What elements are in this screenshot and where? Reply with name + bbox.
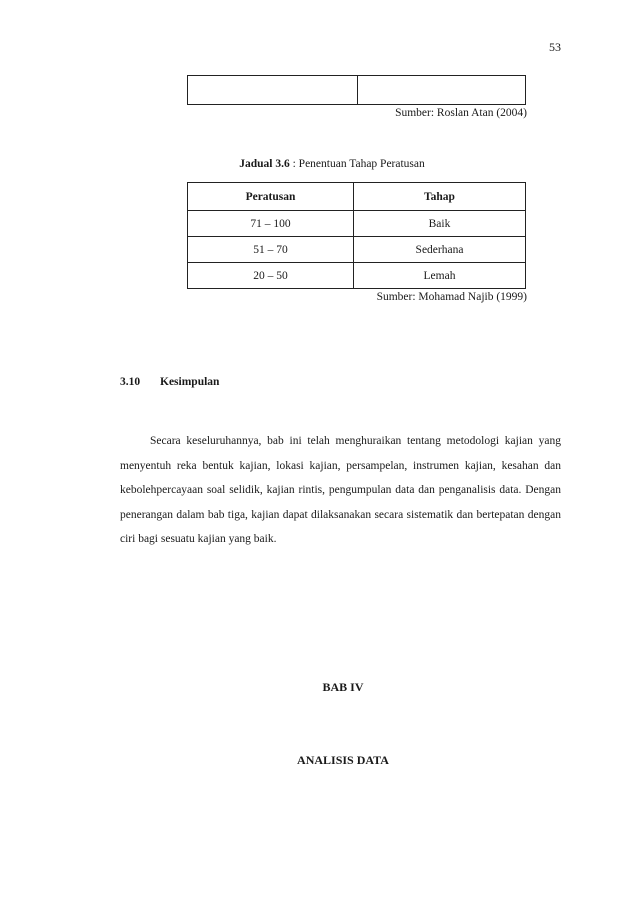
table-caption-label: Jadual 3.6 <box>239 158 290 170</box>
conclusion-paragraph: Secara keseluruhannya, bab ini telah menghuraikan tentang metodologi kajian yang menyentuh reka bentuk kajian, lokasi kajian, persampelan, instrumen kajian, kesahan dan kebolehpercayaan soal selidik, kajian rintis, pengumpulan data dan penganalisis data. Dengan penerangan dalam bab tiga, kajian dapat dilaksanakan secara sistematik dan bertepatan dengan ciri bagi sesuatu kajian yang baik. <box>120 435 561 546</box>
table-row <box>188 211 526 237</box>
section-title: Kesimpulan <box>160 376 220 388</box>
table-header-cell: Peratusan <box>188 183 354 211</box>
table-header-cell: Tahap <box>354 183 526 211</box>
table-cell <box>188 76 358 105</box>
table-header-row <box>188 183 526 211</box>
page-number: 53 <box>549 40 561 54</box>
chapter-title: BAB IV <box>322 680 364 694</box>
previous-table-tail <box>187 75 526 105</box>
table-source: Sumber: Mohamad Najib (1999) <box>376 291 527 303</box>
table-cell: 71 – 100 <box>188 211 354 237</box>
section-heading <box>120 376 219 388</box>
table-cell <box>358 76 526 105</box>
table-cell: Lemah <box>354 263 526 289</box>
chapter-subtitle: ANALISIS DATA <box>297 753 389 767</box>
table-row <box>188 237 526 263</box>
table-cell: Sederhana <box>354 237 526 263</box>
table-source: Sumber: Roslan Atan (2004) <box>395 107 527 119</box>
percentage-level-table <box>187 182 526 289</box>
section-number: 3.10 <box>120 376 141 388</box>
table-caption <box>0 158 638 170</box>
table-cell: 20 – 50 <box>188 263 354 289</box>
table-caption-text: : Penentuan Tahap Peratusan <box>289 158 425 170</box>
table-cell: 51 – 70 <box>188 237 354 263</box>
table-row <box>188 263 526 289</box>
table-cell: Baik <box>354 211 526 237</box>
